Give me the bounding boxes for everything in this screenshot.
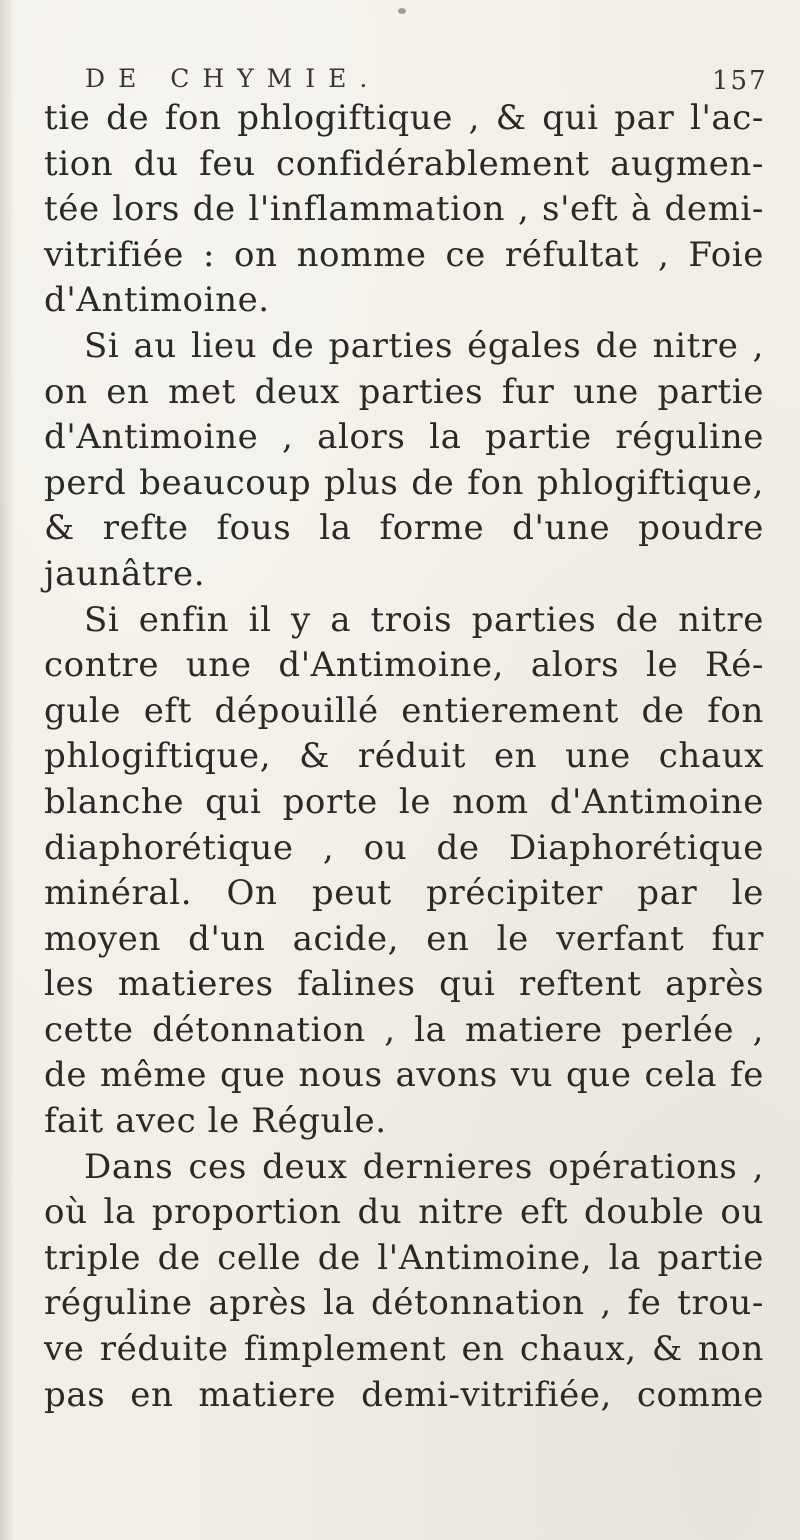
text-line: de même que nous avons vu que cela fe	[44, 1055, 764, 1096]
text-line: tie de fon phlogiftique , & qui par l'ac-	[44, 98, 764, 138]
text-line: contre une d'Antimoine, alors le Ré-	[44, 645, 764, 686]
text-line: jaunâtre.	[44, 553, 206, 594]
text-line: fait avec le Régule.	[44, 1101, 387, 1142]
running-title: DE CHYMIE.	[85, 64, 381, 93]
text-line: d'Antimoine.	[44, 280, 270, 321]
text-line: phlogiftique, & réduit en une chaux	[44, 736, 764, 777]
text-line: d'Antimoine , alors la partie réguline	[44, 417, 764, 458]
page-number: 157	[712, 66, 768, 96]
text-line: pas en matiere demi-vitrifiée, comme	[44, 1374, 764, 1415]
text-line: tée lors de l'inflammation , s'eft à demi-	[44, 189, 764, 230]
text-line: blanche qui porte le nom d'Antimoine	[44, 781, 764, 822]
text-line: où la proportion du nitre eft double ou	[44, 1192, 764, 1233]
text-line: réguline après la détonnation , fe trou-	[44, 1283, 764, 1324]
text-line: Si au lieu de parties égales de nitre ,	[84, 325, 764, 366]
text-line: cette détonnation , la matiere perlée ,	[44, 1009, 764, 1050]
text-line: Si enfin il y a trois parties de nitre	[84, 599, 764, 640]
text-line: vitrifiée : on nomme ce réfultat , Foie	[44, 234, 764, 275]
running-head	[0, 60, 800, 100]
text-line: Dans ces deux dernieres opérations ,	[84, 1146, 764, 1187]
text-line: perd beaucoup plus de fon phlogiftique,	[44, 462, 764, 503]
text-line: on en met deux parties fur une partie	[44, 371, 764, 412]
text-line: & refte fous la forme d'une poudre	[44, 508, 764, 549]
text-line: moyen d'un acide, en le verfant fur	[44, 918, 764, 959]
body-text	[44, 96, 764, 1418]
text-line: les matieres falines qui reftent après	[44, 964, 764, 1005]
text-line: tion du feu confidérablement augmen-	[44, 143, 764, 184]
text-line: diaphorétique , ou de Diaphorétique	[44, 827, 764, 868]
text-line: ve réduite fimplement en chaux, & non	[44, 1329, 764, 1370]
text-line: minéral. On peut précipiter par le	[44, 873, 764, 914]
text-line: gule eft dépouillé entierement de fon	[44, 690, 764, 731]
text-line: triple de celle de l'Antimoine, la partie	[44, 1237, 764, 1278]
ink-smudge	[398, 8, 406, 14]
gutter-shadow	[0, 0, 14, 1540]
